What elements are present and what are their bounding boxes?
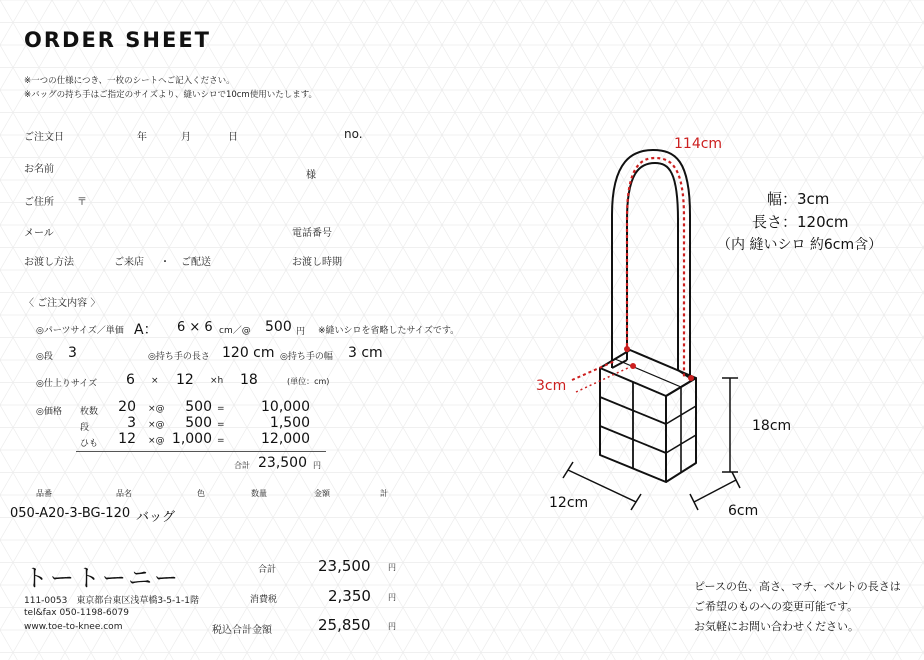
handle-length-red-label: 114cm [674, 136, 723, 152]
total-yen: 円 [388, 563, 396, 572]
subtotal-value: 23,500 [258, 455, 307, 471]
mail-label: メール [24, 228, 54, 239]
parts-size: 6 × 6 [177, 320, 213, 335]
grand-total-value: 25,850 [318, 616, 371, 634]
footer-note-3: お気軽にお問い合わせください。 [694, 620, 859, 633]
finish-w: 6 [126, 372, 135, 388]
delivery-time-label: お渡し時期 [292, 257, 342, 268]
tax-label: 消費税 [250, 595, 278, 605]
year-label: 年 [137, 132, 147, 143]
name-label: お名前 [24, 164, 54, 175]
table-header-color: 色 [197, 489, 205, 498]
height-dimension [722, 378, 738, 472]
price-row-total: 1,500 [269, 415, 310, 431]
price-row-eq: = [217, 436, 225, 446]
handle-width-label: ◎持ち手の幅 [280, 352, 333, 362]
tiers-value: 3 [68, 345, 77, 361]
price-row-qty: 12 [118, 431, 136, 447]
gusset-red-label: 3cm [536, 378, 567, 394]
tiers-label: ◎段 [36, 352, 53, 362]
company-logo: トートーニー [24, 564, 180, 592]
handle-width-value: 3 cm [348, 345, 383, 361]
finish-d: 12 [176, 372, 194, 388]
price-label: ◎価格 [36, 407, 62, 417]
delivery-store: ご来店 [114, 257, 144, 268]
price-row-unit: 500 [185, 415, 212, 431]
price-row-qty: 3 [127, 415, 136, 431]
depth-label: 6cm [728, 503, 759, 519]
parts-unit: cm／@ [219, 326, 251, 336]
price-row-name: ひも [80, 439, 99, 449]
delivery-shipping: ご配送 [181, 257, 211, 268]
product-name: バッグ [136, 510, 176, 525]
note-2: ※バッグの持ち手はご指定のサイズより、縫いシロで10cm使用いたします。 [24, 90, 318, 100]
table-header-name: 品名 [116, 489, 132, 498]
table-header-qty: 数量 [251, 489, 267, 498]
subtotal-yen: 円 [313, 461, 321, 470]
parts-price: 500 [265, 319, 292, 335]
tax-value: 2,350 [328, 587, 371, 605]
finish-times: × [151, 376, 159, 386]
tax-yen: 円 [388, 593, 396, 602]
footer-note-2: ご希望のものへの変更可能です。 [694, 600, 859, 613]
total-value: 23,500 [318, 557, 371, 575]
company-address: 111-0053 東京都台東区浅草橋3-5-1-1階 [24, 596, 199, 606]
table-header-total: 計 [380, 489, 388, 498]
parts-yen: 円 [296, 327, 306, 337]
handle-inner [627, 163, 678, 370]
order-date-label: ご注文日 [24, 132, 64, 143]
finish-unit: (単位：cm) [287, 377, 330, 386]
page-title: ORDER SHEET [24, 28, 211, 52]
height-label: 18cm [752, 418, 792, 434]
note-1: ※一つの仕様につき、一枚のシートへご記入ください。 [24, 76, 235, 86]
grand-total-label: 税込合計金額 [212, 625, 272, 636]
spec-length: 長さ：120cm [752, 213, 849, 231]
price-row-at: ×@ [148, 436, 165, 446]
product-code: 050-A20-3-BG-120 [10, 506, 131, 521]
table-header-amount: 金額 [314, 489, 330, 498]
price-row-total: 10,000 [261, 399, 310, 415]
company-url: www.toe-to-knee.com [24, 622, 123, 632]
price-row-total: 12,000 [261, 431, 310, 447]
price-row-name: 段 [80, 423, 90, 433]
phone-label: 電話番号 [292, 228, 332, 239]
finish-label: ◎仕上りサイズ [36, 379, 98, 389]
price-row-name: 枚数 [80, 407, 99, 417]
table-header-code: 品番 [36, 489, 52, 498]
price-row-at: ×@ [148, 420, 165, 430]
sama-label: 様 [306, 170, 316, 181]
grand-total-yen: 円 [388, 622, 396, 631]
parts-note: ※縫いシロを省略したサイズです。 [318, 326, 460, 336]
width-label: 12cm [549, 495, 589, 511]
address-label: ご住所 [24, 197, 54, 208]
price-row-eq: = [217, 420, 225, 430]
footer-note-1: ピースの色、高さ、マチ、ベルトの長さは [694, 580, 901, 593]
price-row-at: ×@ [148, 404, 165, 414]
price-row-unit: 500 [185, 399, 212, 415]
company-telfax: tel&fax 050-1198-6079 [24, 608, 129, 618]
handle-length-value: 120 cm [222, 345, 275, 361]
price-row-qty: 20 [118, 399, 136, 415]
delivery-label: お渡し方法 [24, 257, 74, 268]
subtotal-label: 合計 [234, 461, 250, 470]
order-section-title: 〈 ご注文内容 〉 [24, 298, 101, 309]
month-label: 月 [181, 132, 191, 143]
price-row-eq: = [217, 404, 225, 414]
no-label: no. [344, 127, 363, 141]
finish-times-h: ×h [210, 376, 224, 386]
spec-width: 幅：3cm [767, 190, 830, 208]
parts-type: A： [134, 322, 158, 338]
day-label: 日 [228, 132, 238, 143]
finish-h: 18 [240, 372, 258, 388]
postal-mark: 〒 [77, 197, 87, 208]
price-row-unit: 1,000 [171, 431, 212, 447]
parts-label: ◎パーツサイズ／単価 [36, 326, 124, 336]
total-label: 合計 [258, 565, 277, 575]
handle-length-label: ◎持ち手の長さ [148, 352, 210, 362]
delivery-dot: ・ [160, 257, 170, 268]
spec-note: （内 縫いシロ 約6cm含） [717, 237, 883, 253]
